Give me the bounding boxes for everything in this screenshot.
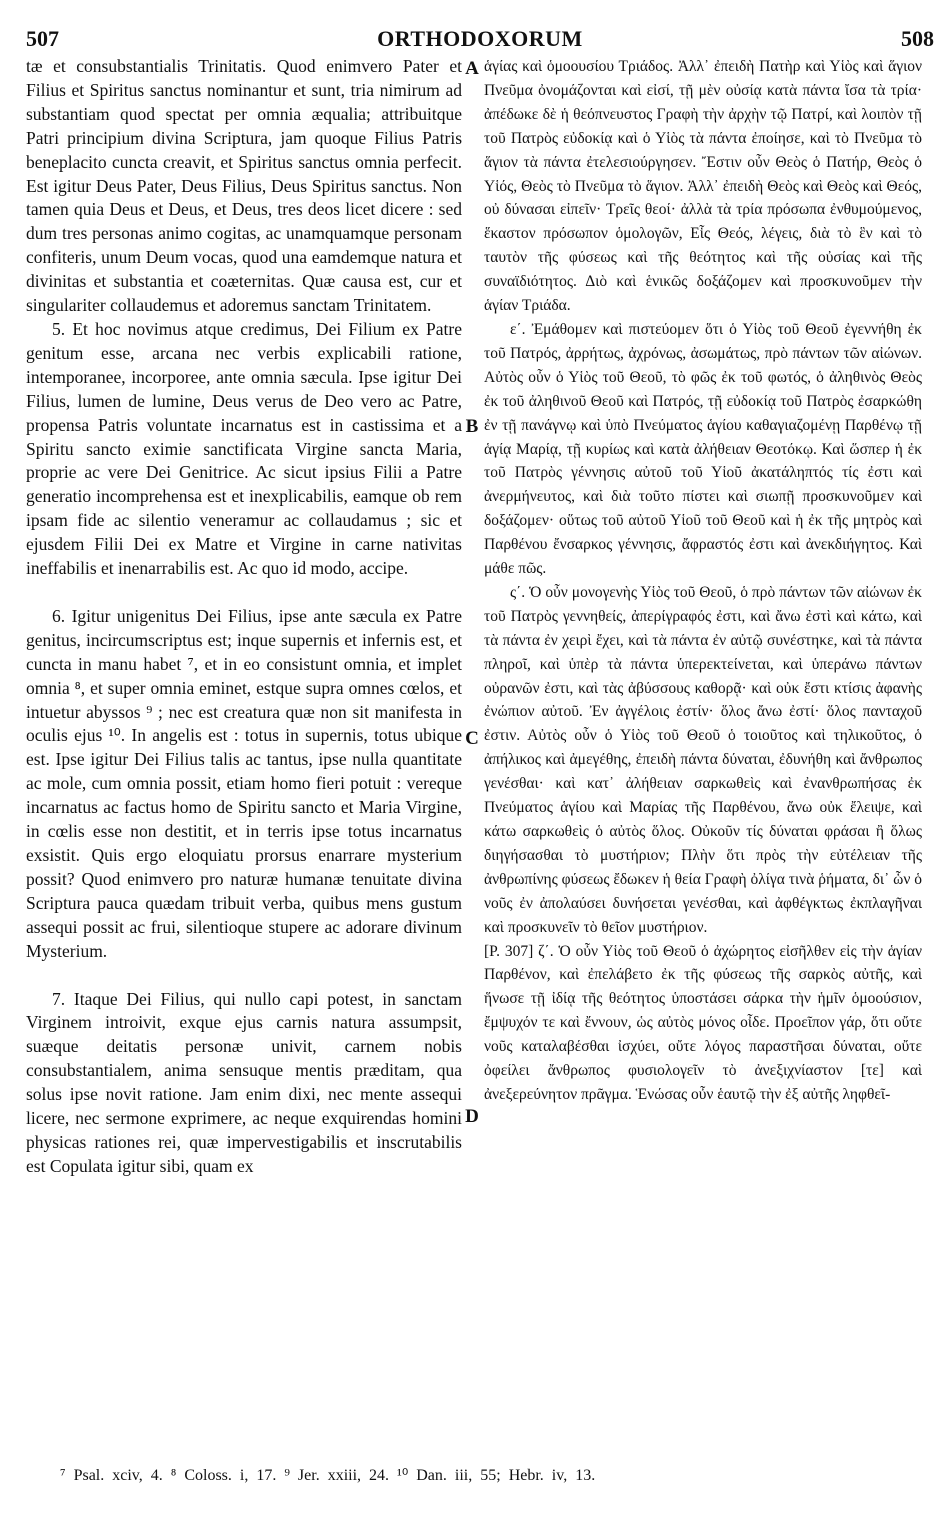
- page-number-right: 508: [901, 26, 934, 51]
- latin-paragraph-5: 5. Et hoc novimus atque credimus, Dei Filium ex Patre genitum esse, arcana nec verbis explicabili ratione, intemporanee, incorporee, ante omnia sæcula. Ipse igitur Dei Filius, lumen de lumine, Deus verus de Deo vero ac Patre, propensa Patris voluntate incarnatus est in castissima et a Spiritu sancto eximie sanctificata Virgine sancta Maria, proprie ac vere Dei Genitrice. Ac sicut ipsius Filii a Patre generatio incomprehensa est et inexplicabilis, eamque ob rem ipsam fide ac silentio veneramur ac collaudamus ; sic et ejusdem Filii Dei ex Matre et Virgine in carne nativitas ineffabilis et inenarrabilis est. Ac quo id modo, accipe.: [26, 318, 462, 579]
- margin-marker-a: A: [465, 58, 479, 79]
- margin-marker-c: C: [465, 728, 479, 749]
- running-header: [26, 12, 934, 52]
- margin-marker-d: D: [465, 1106, 479, 1127]
- footnotes: ⁷ Psal. xciv, 4. ⁸ Coloss. i, 17. ⁹ Jer. xxiii, 24. ¹⁰ Dan. iii, 55; Hebr. iv, 13.: [60, 1467, 596, 1484]
- greek-paragraph-5: ε΄. Ἐμάθομεν καὶ πιστεύομεν ὅτι ὁ Υἱὸς τοῦ Θεοῦ ἐγεννήθη ἐκ τοῦ Πατρός, ἀρρήτως, ἀχρόνως, ἀσωμάτως, πρὸ πάντων τῶν αἰώνων. Αὐτὸς οὖν ὁ Υἱὸς τοῦ Θεοῦ, τὸ φῶς ἐκ τοῦ φωτός, ὁ ἀληθινὸς Θεὸς ἐκ τοῦ ἀληθινοῦ Θεοῦ καὶ Πατρός, τῇ εὐδοκίᾳ τοῦ Πατρὸς ἐσαρκώθη ἐν τῇ πανάγνῳ καὶ ὑπὸ Πνεύματος ἁγίου καθαγιαζομένῃ Παρθένῳ τῇ ἁγίᾳ Μαρίᾳ, τῇ κυρίως καὶ κατὰ ἀλήθειαν Θεοτόκῳ. Καὶ ὥσπερ ἡ ἐκ τοῦ Πατρὸς γέννησις αὐτοῦ τοῦ Υἱοῦ ἀκατάληπτός τίς ἐστι καὶ ἀνερμήνευτος, καὶ διὰ τοῦτο πίστει καὶ σιωπῇ προσκυνοῦμεν καὶ δοξάζομεν· οὕτως τοῦ αὐτοῦ Υἱοῦ τοῦ Θεοῦ καὶ ἡ ἐκ τῆς μητρὸς καὶ Παρθένου ἔνσαρκος γέννησις, ἄφραστός ἐστι καὶ ἀνεκδιήγητος. Καὶ μάθε πῶς.: [484, 320, 922, 578]
- greek-paragraph-6: ς΄. Ὁ οὖν μονογενὴς Υἱὸς τοῦ Θεοῦ, ὁ πρὸ πάντων τῶν αἰώνων ἐκ τοῦ Πατρὸς γεννηθείς, ἀπερίγραφός ἐστι, καὶ ἄνω ἐστὶ καὶ κάτω, καὶ τὰ πάντα ἐν χειρὶ ἔχει, καὶ τὰ πάντα ἐν αὐτῷ συνέστηκε, καὶ τὰ πάντα πληροῖ, καὶ ὑπὲρ τὰ πάντα ὑπερεκτείνεται, καὶ ὑπεράνω πάντων οὐρανῶν ἐστι, καὶ τὰς ἀβύσσους καθορᾷ· καὶ οὐκ ἔστι κτίσις ἀφανὴς ἐνώπιον αὐτοῦ. Ἐν ἀγγέλοις ἐστίν· ὅλος ἄνω ἐστί· ὅλος πανταχοῦ ἐστιν. Αὐτὸς οὖν ὁ Υἱὸς τοῦ Θεοῦ ὁ τοιοῦτος καὶ τηλικοῦτος, ὁ ἀπήλικος καὶ ἀμεγέθης, ἐπειδὴ πάντα δύναται, ἐδυνήθη καὶ ἄνθρωπος γενέσθαι· καὶ κατ᾽ ἀλήθειαν σαρκωθεὶς καὶ ἐνανθρωπήσας ἐκ Πνεύματος ἁγίου καὶ Μαρίας τῆς Παρθένου, ἄνω οὐκ ἔλειψε, καὶ κάτω σαρκωθεὶς ὁ αὐτὸς ὅλος. Οὐκοῦν τίς δύναται φράσαι ἢ ὅλως διηγήσασθαι τὸ μυστήριον; Πλὴν ὅτι πρὸς τὴν εὐτέλειαν τῆς ἀνθρωπίνης φύσεως ἔδωκεν ἡ θεία Γραφὴ ὀλίγα τινὰ ῥήματα, δι᾽ ὧν ὁ νοῦς ἐν ἀπολαύσει δυνήσεται γενέσθαι, καὶ ἀφθέγκτως ἐκπλαγῆναι καὶ προσκυνεῖν τὸ θεῖον μυστήριον.: [484, 583, 922, 936]
- page-number-left: 507: [26, 26, 59, 51]
- latin-column: [26, 55, 462, 1457]
- greek-column: [484, 55, 922, 1457]
- running-title: ORTHODOXORUM: [377, 26, 583, 51]
- latin-paragraph-6: 6. Igitur unigenitus Dei Filius, ipse ante sæcula ex Patre genitus, incircumscriptus est; inque supernis et infernis est, et cuncta in manu habet ⁷, et in eo consistunt omnia, et implet omnia ⁸, et super omnia eminet, estque supra omnes cœlos, et intuetur abyssos ⁹ ; nec est creatura quæ non sit manifesta in oculis ejus ¹⁰. In angelis est : totus in supernis, totus ubique est. Ipse igitur Dei Filius talis ac tantus, ipse nulla quantitate ac mole, cum omnia possit, etiam homo fieri potuit : vereque incarnatus ac factus homo de Spiritu sancto et Maria Virgine, in cœlis esse non destitit, et in terris ipse totus incarnatus exsistit. Quis ergo eloquiatu prorsus enarrare mysterium possit? Quod enimvero pro naturæ humanæ tenuitate divina Scriptura pauca quædam tribuit verba, quibus mens gustum assequi possit ac frui, silentioque stupere ac adorare divinum Mysterium.: [26, 605, 462, 961]
- margin-marker-b: B: [465, 416, 479, 437]
- latin-paragraph-continued: tæ et consubstantialis Trinitatis. Quod enimvero Pater et Filius et Spiritus sanctus nominantur et sunt, tria nimirum ad substantiam quod spectat per omnia æqualia; attribuitque Patri principium divina Scriptura, jam quoque Filius Patris beneplacito cuncta creavit, et Spiritus sanctus omnia perfecit. Est igitur Deus Pater, Deus Filius, Deus Spiritus sanctus. Non tamen quia Deus et Deus, et Deus, tres deos licet dicere : sed dum tres personas animo cogitas, ac unamquamque personam confiteris, unum Deum vocas, quod una eamdemque natura et divinitas et substantia et coæternitas. Quæ causa est, cur et singulariter collaudemus et adoremus sanctam Trinitatem.: [26, 56, 462, 316]
- greek-paragraph-7: [P. 307] ζ΄. Ὁ οὖν Υἱὸς τοῦ Θεοῦ ὁ ἀχώρητος εἰσῆλθεν εἰς τὴν ἁγίαν Παρθένον, καὶ ἐπελάβετο ἐκ τῆς φύσεως τῆς σαρκὸς αὐτῆς, καὶ ἥνωσε τῇ ἰδίᾳ τῆς θεότητος ὑποστάσει σάρκα τὴν ἡμῖν ὁμοούσιον, ἔμψυχόν τε καὶ ἔννουν, ὡς αὐτὸς μόνος οἶδε. Προεῖπον γάρ, ὅτι οὔτε νοῦς καταλαβέσθαι ἰσχύει, οὔτε λόγος παραστῆσαι δύναται, οὔτε ὀφείλει ἄνθρωπος φυσιολογεῖν τὸ ἀνεξιχνίαστον [τε] καὶ ἀνεξερεύνητον πρᾶγμα. Ἑνώσας οὖν ἑαυτῷ τὴν ἐξ αὐτῆς ληφθεῖ-: [484, 942, 922, 1103]
- greek-paragraph-continued: ἁγίας καὶ ὁμοουσίου Τριάδος. Ἀλλ᾽ ἐπειδὴ Πατὴρ καὶ Υἱὸς καὶ ἅγιον Πνεῦμα ὀνομάζονται καὶ εἰσί, τῇ μὲν οὐσίᾳ κατὰ πάντα ἴσα τὰ τρία· ἀπέδωκε δὲ ἡ θεόπνευστος Γραφὴ τὴν ἀρχὴν τῷ Πατρί, καὶ λοιπὸν τῇ τοῦ Πατρὸς εὐδοκίᾳ καὶ ὁ Υἱὸς τὰ πάντα ἐποίησε, καὶ τὸ Πνεῦμα τὸ ἅγιον τὰ πάντα ἐτελεσιούργησεν. Ἔστιν οὖν Θεὸς ὁ Πατήρ, Θεὸς ὁ Υἱός, Θεὸς τὸ Πνεῦμα τὸ ἅγιον. Ἀλλ᾽ ἐπειδὴ Θεὸς καὶ Θεὸς καὶ Θεός, οὐ δύνασαι εἰπεῖν· Τρεῖς θεοί· ἀλλὰ τὰ τρία πρόσωπα ἐνθυμούμενος, ἕκαστον πρόσωπον ὁμολογῶν, Εἷς Θεός, λέγεις, διὰ τὸ ἓν καὶ τὸ ταυτὸν τῆς φύσεως καὶ τῆς θεότητος καὶ τῆς οὐσίας καὶ τῆς συναϊδιότητος. Διὸ καὶ ἑνικῶς δοξάζομεν καὶ προσκυνοῦμεν τὴν ἁγίαν Τριάδα.: [484, 58, 922, 315]
- latin-paragraph-7: 7. Itaque Dei Filius, qui nullo capi potest, in sanctam Virginem introivit, exque ejus carnis natura assumpsit, suæque deitatis personæ univit, carnem nobis consubstantialem, anima sensuque mentis præditam, qua solus ipse novit ratione. Jam enim dixi, nec mente assequi licere, nec sermone exprimere, ac neque exquirendas homini physicas rationes rei, quæ impervestigabilis et inscrutabilis est Copulata igitur sibi, quam ex: [26, 988, 462, 1176]
